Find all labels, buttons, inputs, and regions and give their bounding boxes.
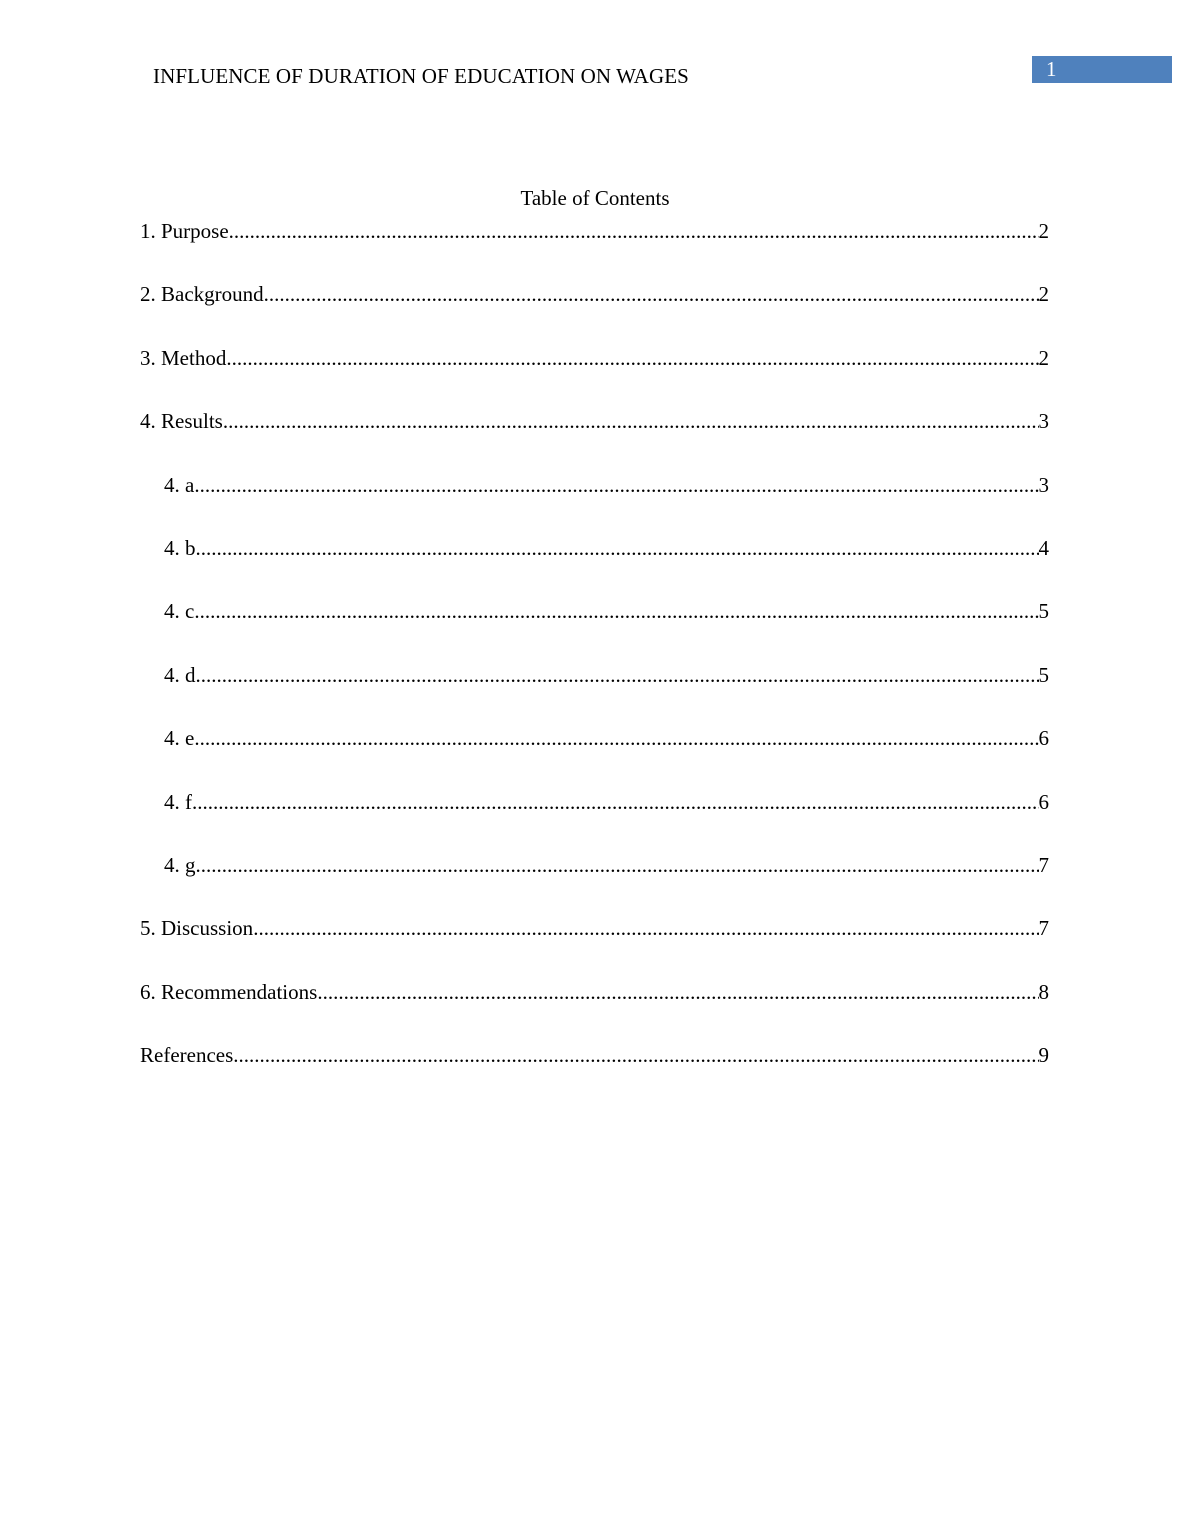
toc-entry-label: 4. g [164,852,196,877]
toc-entry-page: 7 [1038,852,1049,877]
dot-leader [226,344,1038,372]
toc-entry[interactable] [140,534,1049,597]
toc-entry-label: 1. Purpose [140,219,229,243]
toc-entry-label: 4. Results [140,409,223,434]
toc-entry-page: 5 [1038,599,1049,624]
toc-entry-label: 2. Background [140,282,264,307]
dot-leader [196,661,1039,689]
dot-leader [194,471,1038,499]
toc-entry[interactable] [140,851,1049,914]
toc-entry[interactable] [140,217,1049,280]
toc-entry-page: 3 [1038,409,1049,434]
dot-leader [253,914,1038,942]
toc-entry[interactable] [140,471,1049,534]
toc-entry-page: 8 [1038,979,1049,1004]
dot-leader [233,1041,1038,1069]
toc-entry[interactable] [140,914,1049,977]
dot-leader [194,597,1038,625]
toc-entry[interactable] [140,597,1049,660]
toc-entry-page: 9 [1038,1043,1049,1068]
toc-entry-label: References [140,1043,234,1068]
toc-entry-page: 2 [1038,282,1049,307]
toc-entry[interactable] [140,280,1049,343]
dot-leader [196,534,1039,562]
toc-entry-label: 4. e [164,726,195,751]
dot-leader [317,978,1038,1006]
toc-entry[interactable] [140,407,1049,470]
toc-entry-label: 6. Recommendations [140,979,318,1004]
toc-entry-label: 3. Method [140,345,227,370]
page-number: 1 [1032,56,1172,83]
toc-entry-label: 4. b [164,535,196,560]
running-head: INFLUENCE OF DURATION OF EDUCATION ON WAGES [153,64,689,88]
dot-leader [223,407,1039,435]
toc-entry-page: 2 [1038,219,1049,243]
dot-leader [229,217,1039,245]
table-of-contents [140,217,1049,1104]
toc-entry-label: 4. f [164,789,192,814]
toc-entry-label: 4. a [164,472,195,497]
toc-entry-label: 4. d [164,662,196,687]
toc-entry-label: 5. Discussion [140,916,254,941]
toc-entry-page: 3 [1038,472,1049,497]
toc-entry[interactable] [140,344,1049,407]
dot-leader [194,724,1038,752]
toc-entry[interactable] [140,661,1049,724]
toc-entry-page: 7 [1038,916,1049,941]
toc-entry[interactable] [140,1041,1049,1104]
toc-entry[interactable] [140,978,1049,1041]
toc-entry-page: 6 [1038,789,1049,814]
dot-leader [196,851,1039,879]
dot-leader [264,280,1039,308]
toc-entry[interactable] [140,724,1049,787]
toc-entry-page: 2 [1038,345,1049,370]
toc-entry[interactable] [140,788,1049,851]
toc-title: Table of Contents [520,186,670,210]
toc-entry-page: 5 [1038,662,1049,687]
dot-leader [192,788,1039,816]
toc-entry-page: 6 [1038,726,1049,751]
toc-entry-page: 4 [1038,535,1049,560]
toc-entry-label: 4. c [164,599,195,624]
